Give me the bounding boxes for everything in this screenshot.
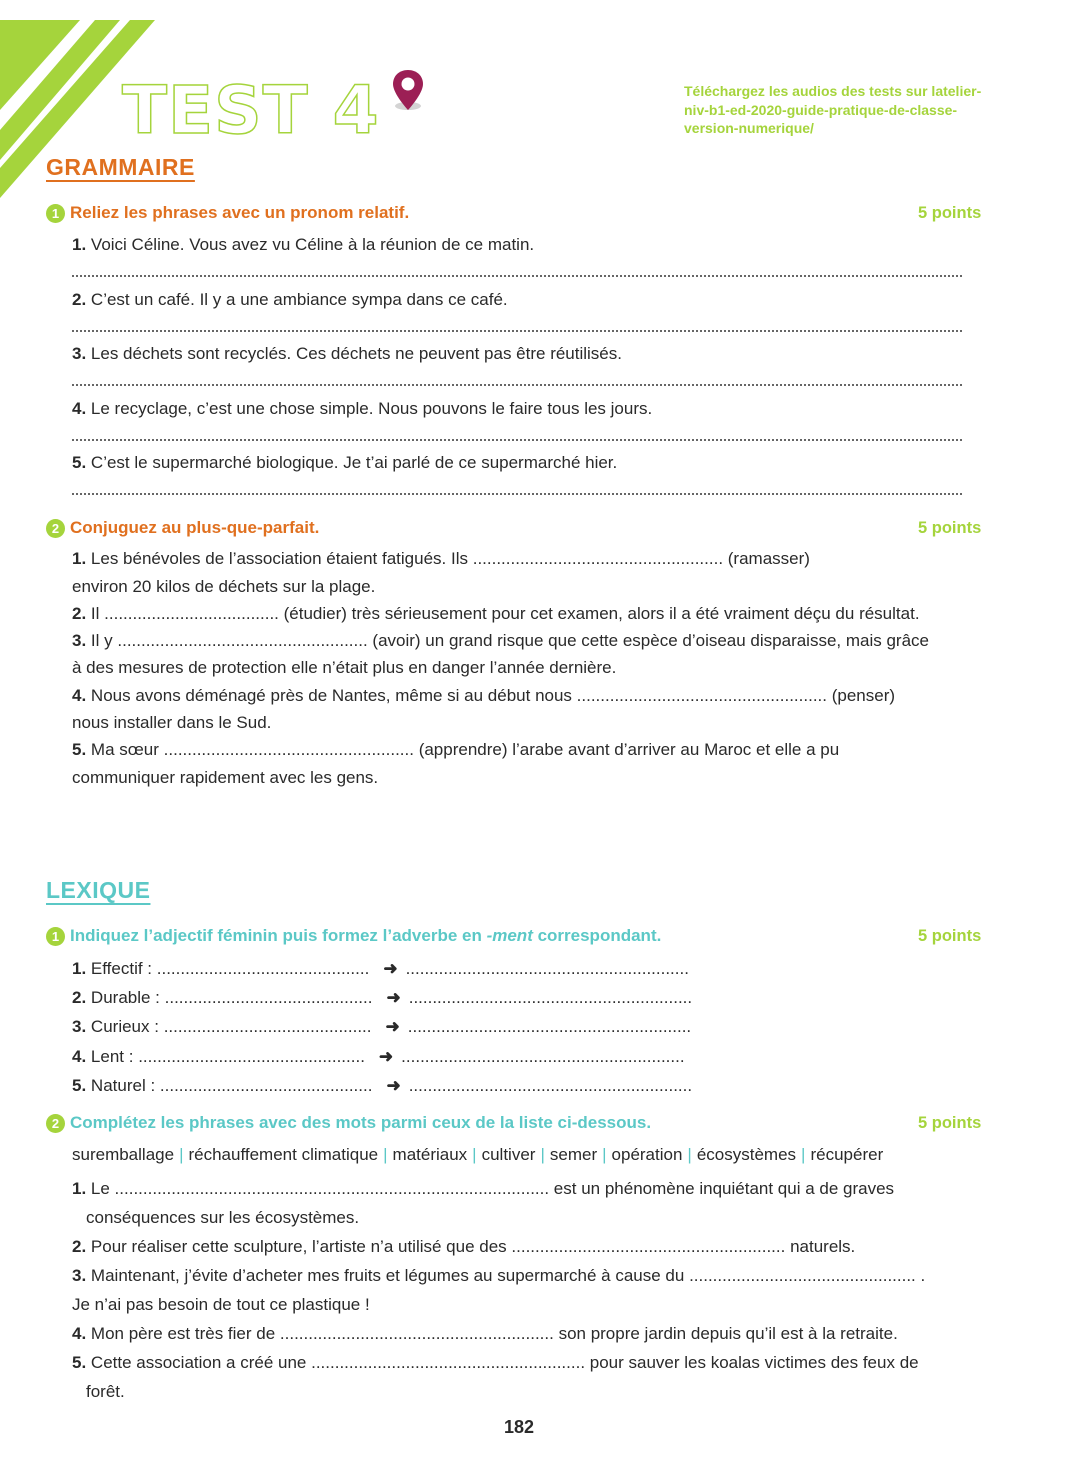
exercise-number-badge: 2 [46,1114,65,1133]
item-text: Il y ..................................................... (avoir) un grand risque que cette espèce d’oiseau disparaisse, mais grâce [90,631,930,650]
text-line [72,768,378,788]
list-item [72,988,692,1008]
item-text: Le ............................................................................................ est un phénomène inquiétant qui a de graves [90,1179,895,1198]
list-item [72,1076,692,1096]
adjective-answer-dots: ................................................ [138,1047,365,1066]
item-number: 4. [72,1047,87,1066]
separator: | [687,1145,692,1164]
exercise-points: 5 points [918,927,982,945]
text-line [72,713,271,733]
item-number: 2. [72,604,87,623]
adverb-answer-dots: ............................................................ [408,988,693,1007]
exercise-number-badge: 2 [46,519,65,538]
item-text: communiquer rapidement avec les gens. [72,768,379,787]
exercise-heading [46,926,661,946]
item-label: Durable : [90,988,160,1007]
exercise-number-badge: 1 [46,204,65,223]
item-number: 5. [72,1076,87,1095]
item-number: 3. [72,1266,87,1285]
item-number: 3. [72,344,87,363]
text-line [72,549,810,569]
section-title-grammaire: GRAMMAIRE [46,154,195,180]
text-line [72,399,652,419]
answer-line[interactable] [72,439,962,441]
word-list-item: écosystèmes [696,1145,797,1164]
item-text: C’est un café. Il y a une ambiance sympa dans ce café. [90,290,508,309]
item-label: Lent : [90,1047,134,1066]
word-list-item: récupérer [810,1145,884,1164]
adjective-answer-dots: ............................................. [156,959,370,978]
adverb-answer-dots: ............................................................ [401,1047,685,1066]
item-label: Effectif : [90,959,153,978]
word-list-item: suremballage [72,1145,175,1164]
text-line [72,604,920,624]
item-number: 2. [72,290,87,309]
item-text: C’est le supermarché biologique. Je t’ai parlé de ce supermarché hier. [90,453,618,472]
answer-line[interactable] [72,275,962,277]
text-line [72,1295,370,1315]
text-line [72,1237,855,1257]
item-text: Cette association a créé une .......................................................... pour sauver les koalas victimes des feux de [90,1353,919,1372]
item-text: forêt. [86,1382,125,1401]
answer-line[interactable] [72,330,962,332]
exercise-instruction: Reliez les phrases avec un pronom relatif. [70,203,410,222]
item-number: 1. [72,959,87,978]
item-text: Nous avons déménagé près de Nantes, même si au début nous ..................................................... (penser) [90,686,896,705]
text-line [72,1179,894,1199]
exercise-instruction: Conjuguez au plus-que-parfait. [70,518,320,537]
text-line [72,631,929,651]
map-pin-icon [390,68,426,114]
word-list [72,1145,883,1165]
item-text: à des mesures de protection elle n’était plus en danger l’année dernière. [72,658,617,677]
item-number: 2. [72,1237,87,1256]
exercise-instruction: Complétez les phrases avec des mots parmi ceux de la liste ci-dessous. [70,1113,652,1132]
exercise-heading [46,203,409,223]
arrow-right-icon: ➜ [386,1076,401,1095]
item-text: environ 20 kilos de déchets sur la plage. [72,577,376,596]
adverb-answer-dots: ............................................................ [405,959,689,978]
exercise-instruction: Indiquez l’adjectif féminin puis formez l’adverbe en -ment correspondant. [70,926,662,945]
list-item [72,959,689,979]
item-number: 5. [72,740,87,759]
section-title-lexique: LEXIQUE [46,877,151,903]
item-text: Voici Céline. Vous avez vu Céline à la réunion de ce matin. [90,235,535,254]
list-item [72,1047,685,1067]
separator: | [179,1145,184,1164]
separator: | [383,1145,388,1164]
separator: | [602,1145,607,1164]
word-list-item: cultiver [481,1145,536,1164]
list-item [72,1017,691,1037]
item-text: Ma sœur ..................................................... (apprendre) l’arabe avant d’arriver au Maroc et elle a pu [90,740,840,759]
test-title: TEST 4 [122,72,380,149]
word-list-item: semer [549,1145,598,1164]
text-line [72,453,617,473]
item-number: 4. [72,399,87,418]
text-line [72,235,534,255]
item-text: Je n’ai pas besoin de tout ce plastique ! [72,1295,370,1314]
item-number: 4. [72,686,87,705]
arrow-right-icon: ➜ [386,988,401,1007]
arrow-right-icon: ➜ [378,1047,394,1066]
item-number: 4. [72,1324,87,1343]
word-list-item: opération [611,1145,683,1164]
word-list-item: matériaux [392,1145,468,1164]
item-number: 3. [72,1017,87,1036]
audio-download-note: Téléchargez les audios des tests sur latelier-niv-b1-ed-2020-guide-pratique-de-classe-version-numerique/ [684,83,982,136]
text-line [72,686,895,706]
text-line [72,658,616,678]
exercise-points: 5 points [918,1114,982,1132]
text-line [72,344,622,364]
item-number: 1. [72,235,87,254]
item-text: Le recyclage, c’est une chose simple. Nous pouvons le faire tous les jours. [90,399,653,418]
item-text: nous installer dans le Sud. [72,713,272,732]
adjective-answer-dots: ............................................ [164,988,373,1007]
item-text: Les déchets sont recyclés. Ces déchets ne peuvent pas être réutilisés. [90,344,622,363]
item-text: Maintenant, j’évite d’acheter mes fruits et légumes au supermarché à cause du ................................................ . [90,1266,926,1285]
item-number: 5. [72,1353,87,1372]
arrow-right-icon: ➜ [385,1017,400,1036]
item-label: Naturel : [90,1076,156,1095]
exercise-heading [46,518,319,538]
text-line [72,290,508,310]
item-text: Il ..................................... (étudier) très sérieusement pour cet examen, alors il a été vraiment déçu du résultat. [90,604,920,623]
item-text: Mon père est très fier de .......................................................... son propre jardin depuis qu’il est à la retraite. [90,1324,898,1343]
exercise-points: 5 points [918,519,982,537]
text-line [72,577,375,597]
exercise-points: 5 points [918,204,982,222]
item-number: 1. [72,1179,87,1198]
text-line [86,1382,125,1402]
answer-line[interactable] [72,384,962,386]
text-line [86,1208,359,1228]
answer-line[interactable] [72,493,962,495]
separator: | [540,1145,545,1164]
text-line [72,1353,919,1373]
word-list-item: réchauffement climatique [188,1145,379,1164]
adverb-answer-dots: ............................................................ [408,1076,693,1095]
adjective-answer-dots: ............................................. [159,1076,373,1095]
adjective-answer-dots: ............................................ [163,1017,372,1036]
item-number: 5. [72,453,87,472]
item-text: Les bénévoles de l’association étaient fatigués. Ils ..................................................... (ramasser) [90,549,810,568]
exercise-number-badge: 1 [46,927,65,946]
item-number: 1. [72,549,87,568]
separator: | [472,1145,477,1164]
arrow-right-icon: ➜ [383,959,398,978]
text-line [72,1266,925,1286]
text-line [72,740,839,760]
item-label: Curieux : [90,1017,159,1036]
item-text: Pour réaliser cette sculpture, l’artiste n’a utilisé que des .......................................................... naturels. [90,1237,856,1256]
item-text: conséquences sur les écosystèmes. [86,1208,360,1227]
text-line [72,1324,898,1344]
page-number: 182 [504,1417,535,1437]
separator: | [801,1145,806,1164]
item-number: 2. [72,988,87,1007]
item-number: 3. [72,631,87,650]
adverb-answer-dots: ............................................................ [407,1017,692,1036]
exercise-heading [46,1113,651,1133]
